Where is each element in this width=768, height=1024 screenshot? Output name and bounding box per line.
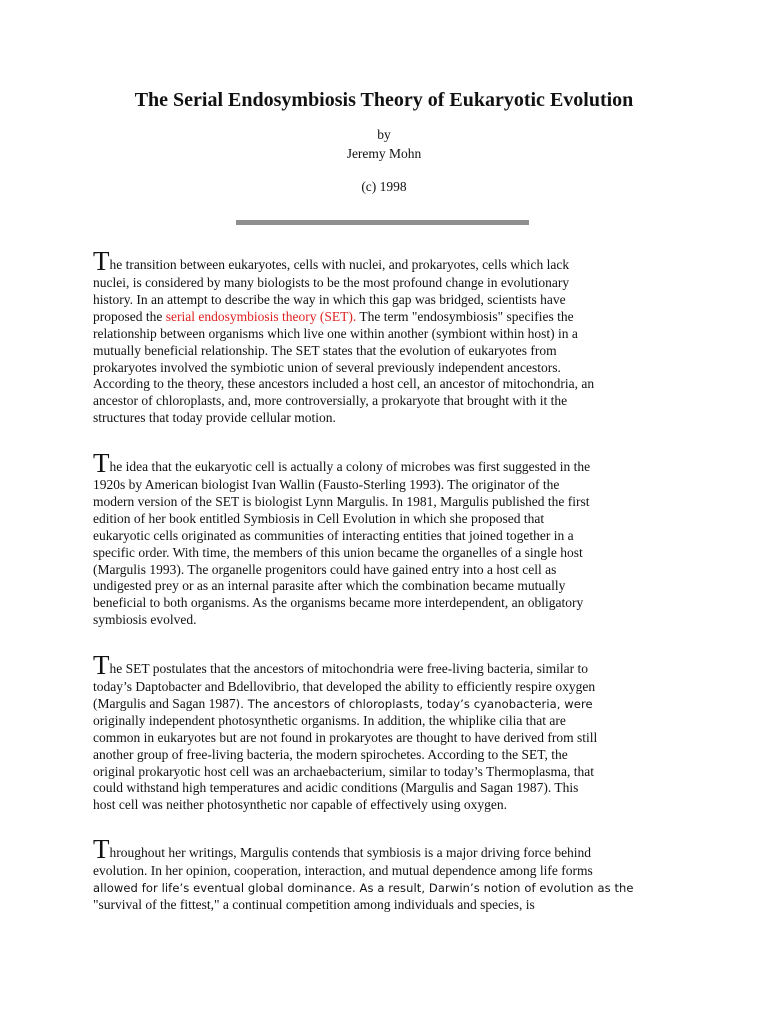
paragraph-line: allowed for life’s eventual global dominance. As a result, Darwin’s notion of evolution as the	[93, 880, 634, 895]
paragraph-line: relationship between organisms which live one within another (symbiont within host) in a	[93, 325, 578, 341]
page-title: The Serial Endosymbiosis Theory of Eukaryotic Evolution	[134, 89, 634, 111]
paragraph-line: beneficial to both organisms. As the organisms became more interdependent, an obligatory	[93, 595, 584, 611]
paragraph-line: symbiosis evolved.	[93, 612, 197, 628]
paragraph-line	[93, 246, 693, 276]
paragraph-line: ancestor of chloroplasts, and, more controversially, a prokaryote that brought with it the	[93, 393, 568, 409]
paragraph-4	[93, 834, 693, 914]
paragraph-3	[93, 650, 693, 814]
line-text: (Margulis and Sagan 1987	[93, 695, 236, 711]
paragraph-2	[93, 448, 693, 629]
paragraph-line: another group of free-living bacteria, the modern spirochetes. According to the SET, the	[93, 746, 568, 762]
paragraph-line: nuclei, is considered by many biologists to be the most profound change in evolutionary	[93, 275, 570, 290]
by-label: by	[377, 127, 391, 142]
line-text: ). The ancestors of chloroplasts, today’s cyanobacteria, were	[235, 696, 593, 711]
line-text: The term "endosymbiosis" specifies the	[356, 308, 574, 324]
paragraph-line: "survival of the fittest," a continual competition among individuals and species, is	[93, 896, 535, 912]
line-text: he transition between eukaryotes, cells with nuclei, and prokaryotes, cells which lack	[109, 257, 570, 272]
horizontal-divider	[236, 220, 529, 225]
paragraph-line	[93, 696, 693, 713]
line-text: hroughout her writings, Margulis contends that symbiosis is a major driving force behind	[109, 845, 592, 860]
line-text: he idea that the eukaryotic cell is actually a colony of microbes was first suggested in the	[109, 459, 591, 474]
paragraph-line: today’s Daptobacter and Bdellovibrio, that developed the ability to efficiently respire oxygen	[93, 679, 596, 694]
paragraph-line: edition of her book entitled Symbiosis in Cell Evolution in which she proposed that	[93, 510, 545, 526]
paragraph-line	[93, 309, 693, 326]
paragraph-line: mutually beneficial relationship. The SET states that the evolution of eukaryotes from	[93, 342, 557, 358]
paragraph-line: specific order. With time, the members of this union became the organelles of a single host	[93, 544, 583, 560]
paragraph-line: host cell was neither photosynthetic nor capable of effectively using oxygen.	[93, 797, 508, 813]
paragraph-line: structures that today provide cellular motion.	[93, 410, 336, 426]
paragraph-line: According to the theory, these ancestors included a host cell, an ancestor of mitochondria, an	[93, 376, 595, 392]
paragraph-line: common in eukaryotes but are not found in prokaryotes are thought to have derived from still	[93, 729, 598, 745]
paragraph-line: prokaryotes involved the symbiotic union of several previously independent ancestors.	[93, 359, 561, 375]
drop-cap: T	[93, 834, 110, 864]
author-name: Jeremy Mohn	[346, 146, 422, 161]
paragraph-line	[93, 834, 693, 864]
paragraph-line	[93, 448, 693, 478]
paragraph-line: originally independent photosynthetic organisms. In addition, the whiplike cilia that are	[93, 712, 566, 728]
paragraph-line	[93, 650, 693, 680]
copyright-notice: (c) 1998	[361, 179, 407, 194]
drop-cap: T	[93, 650, 110, 680]
line-text: proposed the	[93, 308, 166, 324]
drop-cap: T	[93, 448, 110, 478]
paragraph-line: history. In an attempt to describe the way in which this gap was bridged, scientists have	[93, 291, 566, 307]
paragraph-line: undigested prey or as an internal parasite after which the combination became mutually	[93, 578, 566, 594]
paragraph-line: 1920s by American biologist Ivan Wallin (Fausto-Sterling 1993). The originator of the	[93, 477, 560, 492]
paragraph-line: evolution. In her opinion, cooperation, interaction, and mutual dependence among life forms	[93, 863, 593, 878]
paragraph-line: could withstand high temperatures and acidic conditions (Margulis and Sagan 1987). This	[93, 780, 579, 796]
drop-cap: T	[93, 246, 110, 276]
set-reference-link[interactable]: serial endosymbiosis theory (SET).	[165, 308, 357, 324]
line-text: he SET postulates that the ancestors of mitochondria were free-living bacteria, similar to	[109, 661, 588, 676]
paragraph-line: original prokaryotic host cell was an archaebacterium, similar to today’s Thermoplasma, that	[93, 763, 594, 779]
paragraph-line: modern version of the SET is biologist Lynn Margulis. In 1981, Margulis published the first	[93, 493, 590, 509]
paragraph-line: eukaryotic cells originated as communities of interacting entities that joined together in a	[93, 527, 574, 543]
paragraph-line: (Margulis 1993). The organelle progenitors could have gained entry into a host cell as	[93, 561, 557, 577]
paragraph-1	[93, 246, 693, 427]
